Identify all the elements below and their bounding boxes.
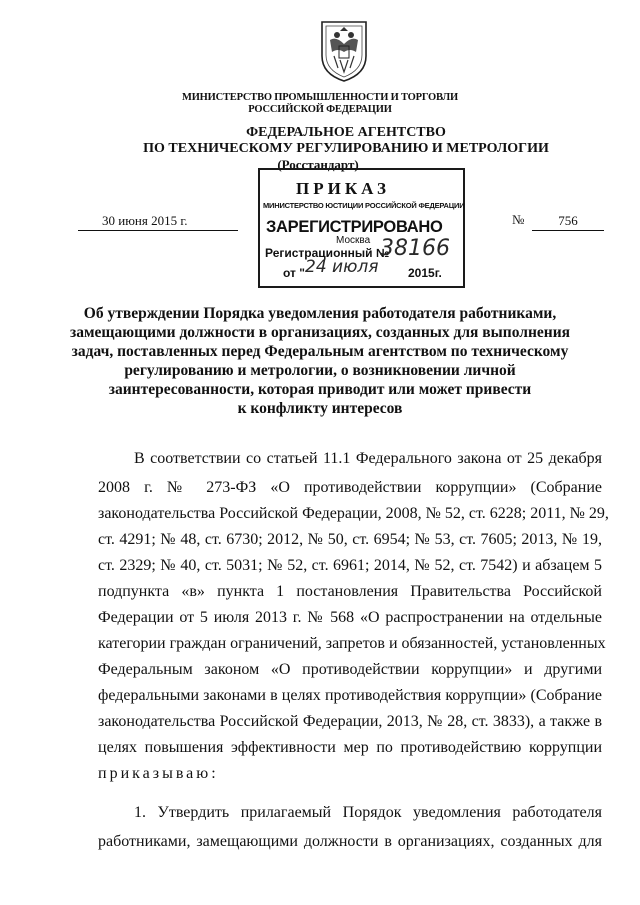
agency-name-line1: ФЕДЕРАЛЬНОЕ АГЕНТСТВО bbox=[246, 125, 446, 140]
body-line-order-word: приказываю: bbox=[98, 765, 219, 782]
stamp-city: Москва bbox=[336, 235, 371, 246]
item1-line: работниками, замещающими должности в организациях, созданных для bbox=[98, 833, 602, 850]
agency-name-line2: ПО ТЕХНИЧЕСКОМУ РЕГУЛИРОВАНИЮ И МЕТРОЛОГИИ bbox=[143, 141, 549, 156]
body-line: категории граждан ограничений, запретов и обязанностей, установленных bbox=[98, 635, 606, 652]
body-line: 2008 г. № 273-ФЗ «О противодействии коррупции» (Собрание bbox=[98, 479, 602, 496]
coat-of-arms-icon bbox=[316, 18, 372, 84]
body-line: законодательства Российской Федерации, 2013, № 28, ст. 3833), а также в bbox=[98, 713, 602, 730]
title-line: к конфликту интересов bbox=[237, 400, 403, 417]
body-line: ст. 4291; № 48, ст. 6730; 2012, № 50, ст. 6954; № 53, ст. 7605; 2013, № 19, bbox=[98, 531, 602, 548]
body-line: подпункта «в» пункта 1 постановления Правительства Российской bbox=[98, 583, 602, 600]
title-line: заинтересованности, которая приводит или может привести bbox=[108, 381, 532, 398]
stamp-regnum-value: 38166 bbox=[380, 236, 450, 261]
stamp-date-prefix: от " bbox=[283, 266, 305, 280]
title-line: задач, поставленных перед Федеральным агентством по техническому bbox=[71, 343, 569, 360]
title-line: замещающими должности в организациях, созданных для выполнения bbox=[69, 324, 571, 341]
order-heading: ПРИКАЗ bbox=[296, 179, 390, 198]
order-date-text: 30 июня 2015 г. bbox=[102, 213, 188, 228]
body-line: Федеральным законом «О противодействии коррупции» и другими bbox=[98, 661, 602, 678]
order-number: 756 bbox=[532, 213, 604, 231]
stamp-date-value: 24 июля bbox=[305, 257, 379, 277]
document-title bbox=[60, 304, 580, 418]
body-line: В соответствии со статьей 11.1 Федерального закона от 25 декабря bbox=[134, 450, 602, 467]
body-line: федеральными законами в целях противодействия коррупции» (Собрание bbox=[98, 687, 602, 704]
title-line: Об утверждении Порядка уведомления работодателя работниками, bbox=[83, 305, 557, 322]
stamp-regnum-label: Регистрационный № bbox=[265, 246, 390, 260]
stamp-registered-label: ЗАРЕГИСТРИРОВАНО bbox=[266, 218, 443, 236]
stamp-ministry-name: МИНИСТЕРСТВО ЮСТИЦИИ РОССИЙСКОЙ ФЕДЕРАЦИИ bbox=[263, 201, 465, 210]
stamp-year: 2015г. bbox=[408, 266, 442, 280]
ministry-name-line1: МИНИСТЕРСТВО ПРОМЫШЛЕННОСТИ И ТОРГОВЛИ bbox=[181, 92, 459, 103]
order-date bbox=[78, 213, 238, 231]
body-line: целях повышения эффективности мер по противодействию коррупции bbox=[98, 739, 602, 756]
item1-line: 1. Утвердить прилагаемый Порядок уведомления работодателя bbox=[134, 804, 602, 821]
title-line: регулированию и метрологии, о возникновении личной bbox=[124, 362, 516, 379]
ministry-name-line2: РОССИЙСКОЙ ФЕДЕРАЦИИ bbox=[248, 104, 392, 115]
body-line: законодательства Российской Федерации, 2008, № 52, ст. 6228; 2011, № 29, bbox=[98, 505, 609, 522]
order-number-sign: № bbox=[512, 212, 525, 227]
body-line: Федерации от 5 июля 2013 г. № 568 «О распространении на отдельные bbox=[98, 609, 602, 626]
body-line: ст. 2329; № 40, ст. 5031; № 52, ст. 6961; 2014, № 52, ст. 7542) и абзацем 5 bbox=[98, 557, 602, 574]
agency-short-name: (Росстандарт) bbox=[277, 157, 359, 172]
